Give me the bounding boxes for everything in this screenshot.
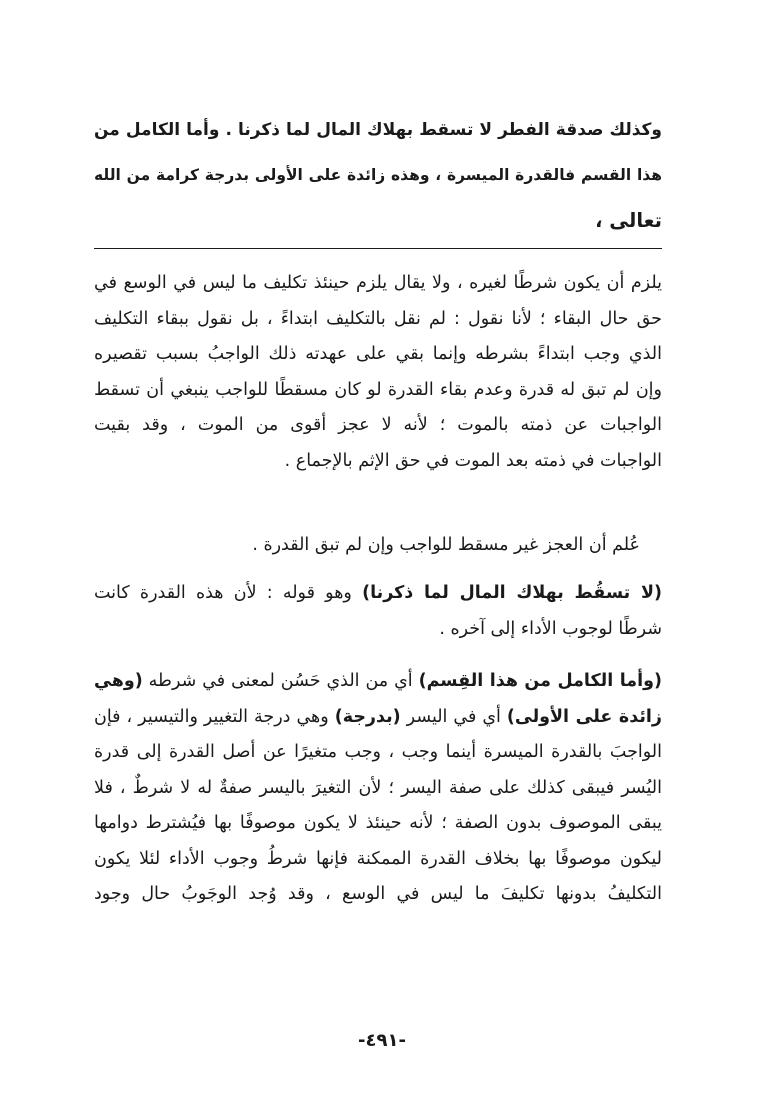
main-text bbox=[94, 108, 662, 243]
commentary-line: حق حال البقاء ؛ لأنا نقول : لم نقل بالتكليف ابتداءً ، بل نقول ببقاء التكليف bbox=[94, 308, 662, 329]
commentary-line: التكليفُ بدونها تكليفَ ما ليس في الوسع ، وقد وُجد الوجَوبُ حال وجود bbox=[94, 884, 662, 904]
commentary-paragraph-4 bbox=[94, 664, 662, 913]
quoted-matn: (لا تسقُط بهلاك المال لما ذكرنا) bbox=[362, 583, 662, 603]
commentary-paragraph-2 bbox=[94, 528, 662, 564]
main-text-line: هذا القسم فالقدرة الميسرة ، وهذه زائدة على الأولى بدرجة كرامة من الله bbox=[94, 166, 662, 184]
commentary-line: يلزم أن يكون شرطًا لغيره ، ولا يقال يلزم حينئذ تكليف ما ليس في الوسع في bbox=[94, 273, 662, 293]
main-text-line: تعالى ، bbox=[595, 209, 662, 232]
commentary-line: الواجبَ بالقدرة الميسرة أينما وجب ، وجب متغيرًا عن أصل القدرة إلى قدرة bbox=[94, 742, 662, 762]
commentary-paragraph-3 bbox=[94, 576, 662, 647]
commentary-line bbox=[94, 664, 662, 700]
quoted-matn: (وأما الكامل من هذا القِسم) bbox=[418, 671, 662, 691]
commentary-line bbox=[94, 700, 662, 736]
commentary-line: شرطًا لوجوب الأداء إلى آخره . bbox=[439, 618, 662, 639]
commentary-line: وإن لم تبق له قدرة وعدم بقاء القدرة لو كان مسقطًا للواجب ينبغي أن تسقط bbox=[94, 379, 662, 400]
commentary-text: أي في اليسر bbox=[400, 706, 507, 727]
commentary-line bbox=[94, 576, 662, 612]
section-divider bbox=[94, 248, 662, 249]
commentary-line: الواجبات عن ذمته بالموت ؛ لأنه لا عجز أقوى من الموت ، وقد بقيت bbox=[94, 415, 662, 435]
commentary-line: عُلم أن العجز غير مسقط للواجب وإن لم تبق القدرة . bbox=[252, 535, 640, 555]
commentary-text: وهي درجة التغيير والتيسير ، فإن bbox=[94, 706, 335, 727]
commentary-paragraph-1 bbox=[94, 266, 662, 479]
commentary-line: ليكون موصوفًا بها بخلاف القدرة الممكنة فإنها شرطُ وجوب الأداء لئلا يكون bbox=[94, 848, 662, 869]
commentary-text: أي من الذي حَسُن لمعنى في شرطه bbox=[142, 671, 419, 691]
quoted-matn: (وهي bbox=[94, 671, 143, 691]
quoted-matn: زائدة على الأولى) bbox=[506, 706, 662, 727]
commentary-line: يبقى الموصوف بدون الصفة ؛ لأنه حينئذ لا يكون موصوفًا بها فيُشترط دوامها bbox=[94, 813, 662, 833]
main-text-line: وكذلك صدقة الفطر لا تسقط بهلاك المال لما ذكرنا . وأما الكامل من bbox=[94, 120, 662, 140]
commentary-line: اليُسر فيبقى كذلك على صفة اليسر ؛ لأن التغيرَ باليسر صفةٌ له لا شرطٌ ، فلا bbox=[94, 777, 662, 798]
page-number: -٤٩١- bbox=[358, 1030, 406, 1051]
commentary-text: وهو قوله : لأن هذه القدرة كانت bbox=[94, 583, 363, 603]
commentary-line: الذي وجب ابتداءً بشرطه وإنما بقي على عهدته ذلك الواجبُ بسبب تقصيره bbox=[94, 344, 662, 364]
commentary-line: الواجبات في ذمته بعد الموت في حق الإثم بالإجماع . bbox=[284, 450, 662, 471]
quoted-matn: (بدرجة) bbox=[334, 706, 401, 727]
